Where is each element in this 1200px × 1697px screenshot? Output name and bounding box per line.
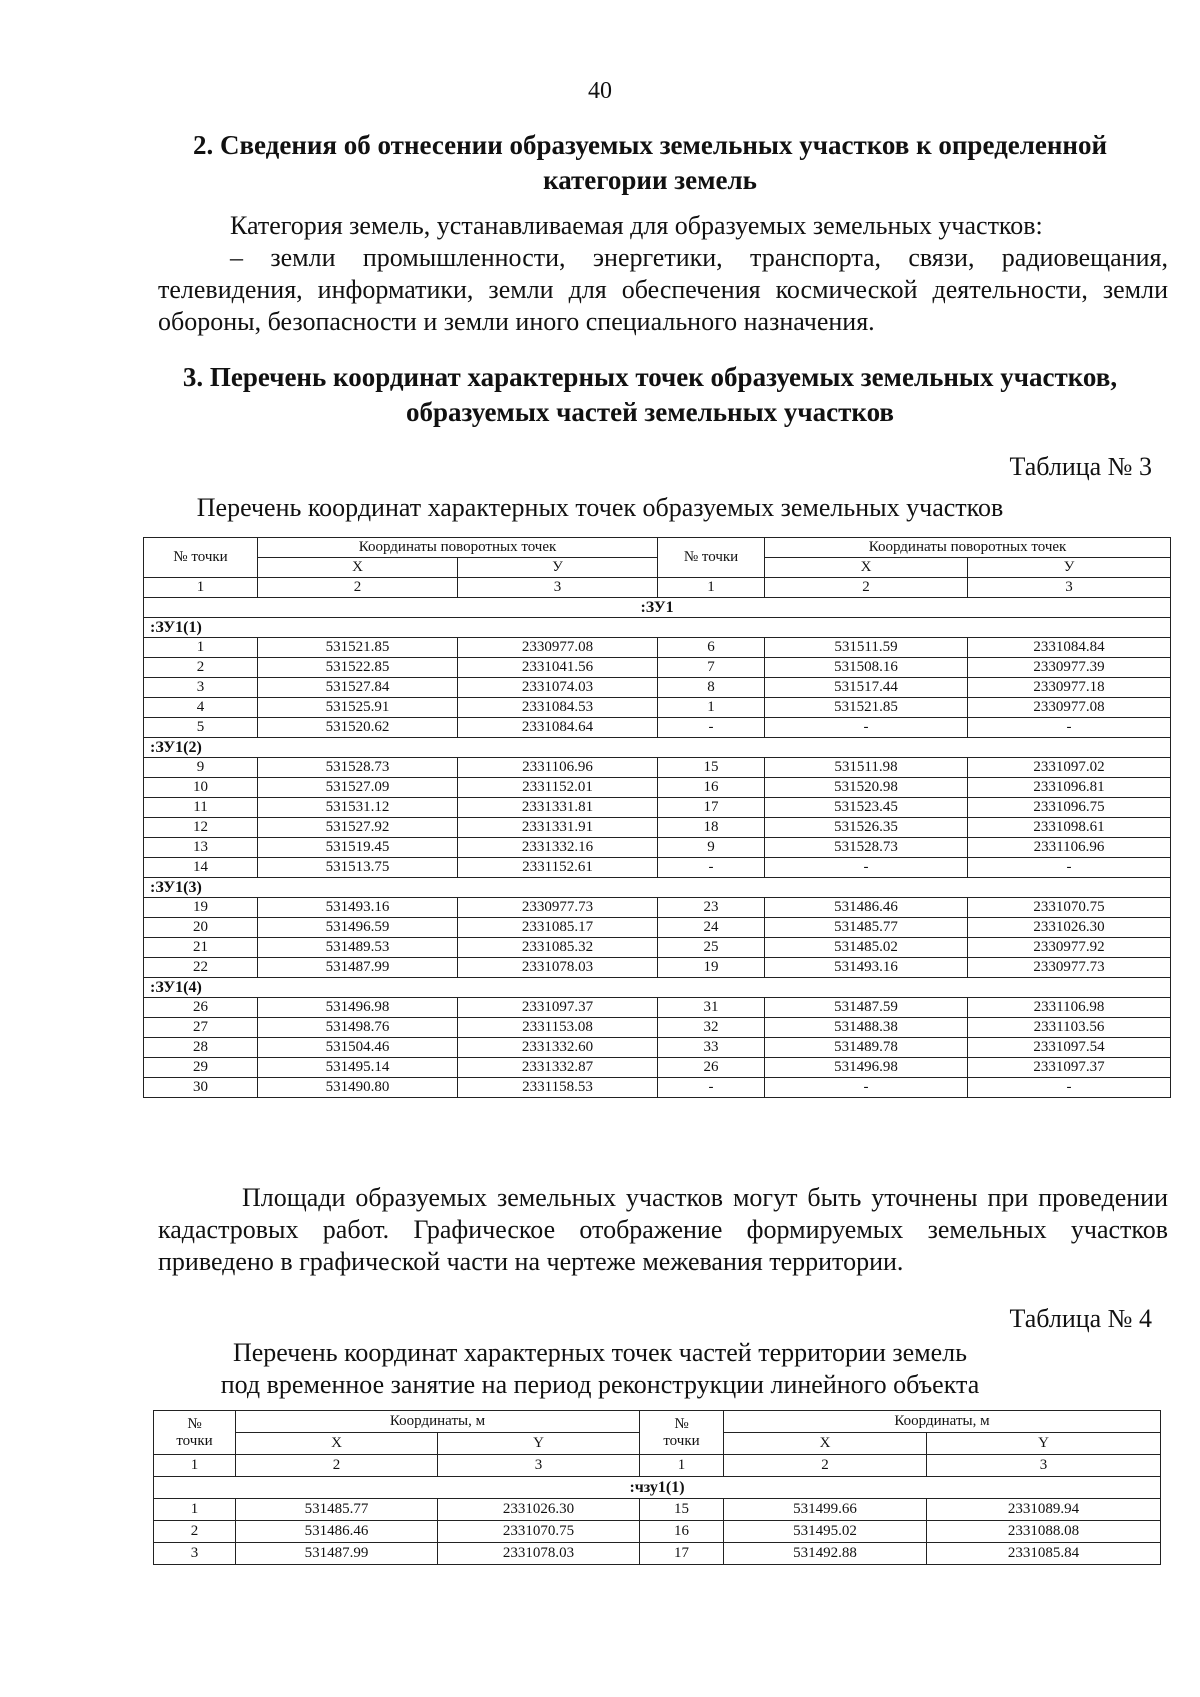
cell-coord-y: 2331106.96: [968, 838, 1171, 858]
table3-number: Таблица № 3: [1009, 452, 1152, 481]
cell-coord-y: 2331096.81: [968, 778, 1171, 798]
cell-point-no: 18: [658, 818, 765, 838]
table3-row: [144, 758, 1171, 778]
table4-header-x-2: X: [724, 1433, 927, 1455]
cell-coord-x: -: [765, 1078, 968, 1098]
cell-point-no: 7: [658, 658, 765, 678]
cell-point-no: 2: [154, 1521, 236, 1543]
section3-heading-line1: 3. Перечень координат характерных точек образуемых земельных участков,: [182, 362, 1118, 392]
table4-colnum-1b: 1: [640, 1455, 724, 1477]
cell-coord-x: 531492.88: [724, 1543, 927, 1565]
cell-point-no: 22: [144, 958, 258, 978]
table3-body: [144, 538, 1171, 1098]
table3-row: [144, 958, 1171, 978]
table3-row: [144, 638, 1171, 658]
table3-row: [144, 1038, 1171, 1058]
cell-point-no: 19: [658, 958, 765, 978]
cell-point-no: 9: [144, 758, 258, 778]
table4-caption-line2: под временное занятие на период реконструкции линейного объекта: [220, 1370, 980, 1399]
cell-coord-x: 531498.76: [258, 1018, 458, 1038]
table3-colnum-2b: 2: [765, 578, 968, 598]
table3-row: [144, 778, 1171, 798]
cell-coord-y: 2331026.30: [968, 918, 1171, 938]
cell-coord-x: 531526.35: [765, 818, 968, 838]
table3-row: [144, 1018, 1171, 1038]
cell-coord-y: 2331085.17: [458, 918, 658, 938]
cell-coord-x: 531496.59: [258, 918, 458, 938]
cell-point-no: 11: [144, 798, 258, 818]
cell-coord-y: 2331089.94: [927, 1499, 1161, 1521]
cell-coord-x: 531522.85: [258, 658, 458, 678]
cell-point-no: -: [658, 1078, 765, 1098]
table3-colnum-1: 1: [144, 578, 258, 598]
cell-point-no: 10: [144, 778, 258, 798]
cell-point-no: 5: [144, 718, 258, 738]
table4-caption: [0, 1337, 1200, 1401]
cell-coord-y: 2331098.61: [968, 818, 1171, 838]
cell-coord-x: 531495.02: [724, 1521, 927, 1543]
table3-group-row: [144, 978, 1171, 998]
cell-coord-x: 531486.46: [765, 898, 968, 918]
table4-row: [154, 1521, 1161, 1543]
table4-colnum-2b: 2: [724, 1455, 927, 1477]
table3-row: [144, 698, 1171, 718]
cell-coord-y: 2331074.03: [458, 678, 658, 698]
cell-coord-x: 531490.80: [258, 1078, 458, 1098]
cell-point-no: 20: [144, 918, 258, 938]
table3-row: [144, 938, 1171, 958]
page-number: 40: [588, 78, 612, 104]
cell-coord-y: 2330977.92: [968, 938, 1171, 958]
section2-body: [158, 210, 1168, 338]
table3-group-row: [144, 738, 1171, 758]
cell-coord-y: -: [968, 858, 1171, 878]
table3-group-label: :ЗУ1(4): [144, 978, 1171, 998]
cell-coord-y: 2330977.18: [968, 678, 1171, 698]
cell-point-no: 33: [658, 1038, 765, 1058]
table4-column-numbers-row: [154, 1455, 1161, 1477]
cell-coord-y: 2331106.98: [968, 998, 1171, 1018]
cell-coord-y: 2331070.75: [438, 1521, 640, 1543]
cell-coord-x: -: [765, 718, 968, 738]
cell-coord-y: 2330977.08: [458, 638, 658, 658]
cell-coord-y: 2331332.16: [458, 838, 658, 858]
cell-point-no: 6: [658, 638, 765, 658]
cell-point-no: 2: [144, 658, 258, 678]
table3-group-label: :ЗУ1(3): [144, 878, 1171, 898]
table4-section-label: :чзу1(1): [154, 1477, 1161, 1499]
cell-point-no: 27: [144, 1018, 258, 1038]
cell-coord-x: 531489.53: [258, 938, 458, 958]
table3-section-label: :ЗУ1: [144, 598, 1171, 618]
cell-point-no: 23: [658, 898, 765, 918]
table3-row: [144, 918, 1171, 938]
table4-header-no-sign-2: №: [674, 1415, 689, 1432]
table4-header-y: Y: [438, 1433, 640, 1455]
cell-coord-x: 531519.45: [258, 838, 458, 858]
cell-point-no: 1: [154, 1499, 236, 1521]
cell-coord-x: 531499.66: [724, 1499, 927, 1521]
cell-point-no: 28: [144, 1038, 258, 1058]
cell-point-no: 21: [144, 938, 258, 958]
table3-column-numbers-row: [144, 578, 1171, 598]
table4-header-coords-2: Координаты, м: [724, 1411, 1161, 1433]
section2-heading: [150, 128, 1150, 198]
table3-header-x-2: X: [765, 558, 968, 578]
table4-colnum-3: 3: [438, 1455, 640, 1477]
cell-coord-x: 531523.45: [765, 798, 968, 818]
cell-coord-x: 531528.73: [258, 758, 458, 778]
table4-header-x: X: [236, 1433, 438, 1455]
table3-header-y-2: У: [968, 558, 1171, 578]
cell-point-no: 3: [154, 1543, 236, 1565]
cell-point-no: 26: [658, 1058, 765, 1078]
table4-header-point-no-2: [640, 1411, 724, 1455]
table3-colnum-1b: 1: [658, 578, 765, 598]
table3-row: [144, 1078, 1171, 1098]
cell-coord-y: -: [968, 1078, 1171, 1098]
cell-coord-x: 531504.46: [258, 1038, 458, 1058]
cell-coord-x: 531485.02: [765, 938, 968, 958]
cell-coord-x: 531511.59: [765, 638, 968, 658]
cell-point-no: 30: [144, 1078, 258, 1098]
table3-header-xy-row: [144, 558, 1171, 578]
cell-point-no: 15: [658, 758, 765, 778]
cell-coord-x: 531508.16: [765, 658, 968, 678]
cell-coord-y: 2331084.84: [968, 638, 1171, 658]
table3-row: [144, 998, 1171, 1018]
cell-point-no: 14: [144, 858, 258, 878]
cell-coord-y: 2331026.30: [438, 1499, 640, 1521]
cell-coord-x: 531528.73: [765, 838, 968, 858]
cell-coord-x: 531520.98: [765, 778, 968, 798]
section2-intro: Категория земель, устанавливаемая для образуемых земельных участков:: [230, 211, 1043, 240]
table3-row: [144, 818, 1171, 838]
table3-section-row: [144, 598, 1171, 618]
cell-point-no: -: [658, 858, 765, 878]
cell-coord-x: 531525.91: [258, 698, 458, 718]
table3-colnum-3b: 3: [968, 578, 1171, 598]
cell-coord-x: 531487.99: [236, 1543, 438, 1565]
table4-caption-line1: Перечень координат характерных точек частей территории земель: [232, 1338, 968, 1367]
cell-coord-x: 531493.16: [765, 958, 968, 978]
table3-header-coords: Координаты поворотных точек: [258, 538, 658, 558]
cell-coord-x: 531493.16: [258, 898, 458, 918]
cell-coord-y: 2331084.64: [458, 718, 658, 738]
table3-header-point-no-2: № точки: [658, 538, 765, 578]
cell-coord-y: 2330977.73: [458, 898, 658, 918]
table4-header-row: [154, 1411, 1161, 1433]
cell-point-no: 31: [658, 998, 765, 1018]
section3-heading: [150, 360, 1150, 430]
table3-row: [144, 798, 1171, 818]
cell-point-no: 4: [144, 698, 258, 718]
table3-row: [144, 658, 1171, 678]
cell-coord-x: -: [765, 858, 968, 878]
cell-point-no: 9: [658, 838, 765, 858]
table4-header-no-word: точки: [176, 1432, 213, 1449]
table3-header-coords-2: Координаты поворотных точек: [765, 538, 1171, 558]
table3-colnum-2: 2: [258, 578, 458, 598]
cell-point-no: 1: [658, 698, 765, 718]
cell-coord-y: 2331152.01: [458, 778, 658, 798]
cell-coord-x: 531487.99: [258, 958, 458, 978]
cell-point-no: 26: [144, 998, 258, 1018]
cell-point-no: 12: [144, 818, 258, 838]
table3-row: [144, 1058, 1171, 1078]
cell-coord-x: 531513.75: [258, 858, 458, 878]
cell-coord-x: 531487.59: [765, 998, 968, 1018]
cell-coord-x: 531489.78: [765, 1038, 968, 1058]
cell-coord-x: 531531.12: [258, 798, 458, 818]
table4-number: Таблица № 4: [1009, 1304, 1152, 1333]
cell-coord-y: 2331085.32: [458, 938, 658, 958]
table3-group-label: :ЗУ1(2): [144, 738, 1171, 758]
cell-coord-x: 531527.92: [258, 818, 458, 838]
cell-coord-y: 2331158.53: [458, 1078, 658, 1098]
cell-coord-y: 2331097.37: [458, 998, 658, 1018]
cell-point-no: 17: [658, 798, 765, 818]
section2-land-category: – земли промышленности, энергетики, транспорта, связи, радиовещания, телевидения, информатики, земли для обеспечения космической деятельности, земли обороны, безопасности и земли иного специального назначения.: [158, 243, 1168, 336]
cell-coord-x: 531496.98: [765, 1058, 968, 1078]
cell-coord-y: 2331085.84: [927, 1543, 1161, 1565]
table3-header-y: У: [458, 558, 658, 578]
cell-coord-x: 531520.62: [258, 718, 458, 738]
cell-coord-y: 2331041.56: [458, 658, 658, 678]
cell-coord-y: 2330977.39: [968, 658, 1171, 678]
table4-header-coords: Координаты, м: [236, 1411, 640, 1433]
cell-coord-y: 2331088.08: [927, 1521, 1161, 1543]
cell-coord-x: 531486.46: [236, 1521, 438, 1543]
table3-row: [144, 718, 1171, 738]
cell-coord-x: 531527.84: [258, 678, 458, 698]
cell-coord-x: 531517.44: [765, 678, 968, 698]
table3-row: [144, 858, 1171, 878]
table4-header-y-2: Y: [927, 1433, 1161, 1455]
cell-coord-y: 2331331.91: [458, 818, 658, 838]
table4-header-no-sign: №: [187, 1415, 202, 1432]
table4-row: [154, 1543, 1161, 1565]
cell-coord-y: 2331078.03: [438, 1543, 640, 1565]
cell-coord-y: -: [968, 718, 1171, 738]
cell-coord-y: 2331153.08: [458, 1018, 658, 1038]
cell-point-no: 3: [144, 678, 258, 698]
cell-coord-y: 2331096.75: [968, 798, 1171, 818]
cell-coord-y: 2331097.54: [968, 1038, 1171, 1058]
table4: [153, 1410, 1161, 1565]
table3-row: [144, 678, 1171, 698]
table3-header-x: X: [258, 558, 458, 578]
cell-coord-y: 2331331.81: [458, 798, 658, 818]
cell-coord-x: 531485.77: [765, 918, 968, 938]
cell-point-no: 24: [658, 918, 765, 938]
table3: [143, 537, 1171, 1098]
cell-point-no: 19: [144, 898, 258, 918]
cell-coord-y: 2331332.87: [458, 1058, 658, 1078]
table3-header-row: [144, 538, 1171, 558]
cell-point-no: 8: [658, 678, 765, 698]
section2-heading-line2: категории земель: [543, 165, 757, 195]
table4-body: [154, 1411, 1161, 1565]
table4-header-point-no: [154, 1411, 236, 1455]
section2-heading-line1: 2. Сведения об отнесении образуемых земельных участков к определенной: [192, 130, 1108, 160]
cell-coord-x: 531488.38: [765, 1018, 968, 1038]
table3-group-row: [144, 618, 1171, 638]
cell-point-no: 16: [640, 1521, 724, 1543]
table3-header-point-no: № точки: [144, 538, 258, 578]
table4-header-no-word-2: точки: [663, 1432, 700, 1449]
cell-point-no: 32: [658, 1018, 765, 1038]
cell-coord-y: 2331084.53: [458, 698, 658, 718]
table3-caption: Перечень координат характерных точек образуемых земельных участков: [196, 493, 1004, 522]
table3-row: [144, 838, 1171, 858]
cell-coord-x: 531495.14: [258, 1058, 458, 1078]
cell-coord-x: 531511.98: [765, 758, 968, 778]
cell-coord-y: 2331078.03: [458, 958, 658, 978]
cell-point-no: 25: [658, 938, 765, 958]
cell-coord-y: 2330977.73: [968, 958, 1171, 978]
cell-coord-y: 2330977.08: [968, 698, 1171, 718]
cell-coord-y: 2331332.60: [458, 1038, 658, 1058]
cell-coord-y: 2331103.56: [968, 1018, 1171, 1038]
cell-point-no: 13: [144, 838, 258, 858]
cell-coord-y: 2331106.96: [458, 758, 658, 778]
cell-coord-x: 531521.85: [765, 698, 968, 718]
cell-point-no: 15: [640, 1499, 724, 1521]
table4-colnum-1: 1: [154, 1455, 236, 1477]
table4-colnum-3b: 3: [927, 1455, 1161, 1477]
cell-point-no: -: [658, 718, 765, 738]
cell-coord-x: 531521.85: [258, 638, 458, 658]
cell-coord-y: 2331152.61: [458, 858, 658, 878]
cell-coord-x: 531485.77: [236, 1499, 438, 1521]
cell-coord-y: 2331070.75: [968, 898, 1171, 918]
cell-coord-y: 2331097.02: [968, 758, 1171, 778]
cell-coord-x: 531527.09: [258, 778, 458, 798]
table4-colnum-2: 2: [236, 1455, 438, 1477]
cell-point-no: 29: [144, 1058, 258, 1078]
table4-section-row: [154, 1477, 1161, 1499]
cell-coord-y: 2331097.37: [968, 1058, 1171, 1078]
section3-heading-line2: образуемых частей земельных участков: [405, 397, 895, 427]
table4-row: [154, 1499, 1161, 1521]
cell-point-no: 16: [658, 778, 765, 798]
areas-paragraph-text: Площади образуемых земельных участков могут быть уточнены при проведении кадастровых работ. Графическое отображение формируемых земельных участков приведено в графической части на чертеже межевания территории.: [158, 1183, 1168, 1276]
areas-paragraph: [158, 1182, 1168, 1278]
cell-coord-x: 531496.98: [258, 998, 458, 1018]
cell-point-no: 1: [144, 638, 258, 658]
table3-group-row: [144, 878, 1171, 898]
table3-colnum-3: 3: [458, 578, 658, 598]
table3-row: [144, 898, 1171, 918]
table3-group-label: :ЗУ1(1): [144, 618, 1171, 638]
cell-point-no: 17: [640, 1543, 724, 1565]
